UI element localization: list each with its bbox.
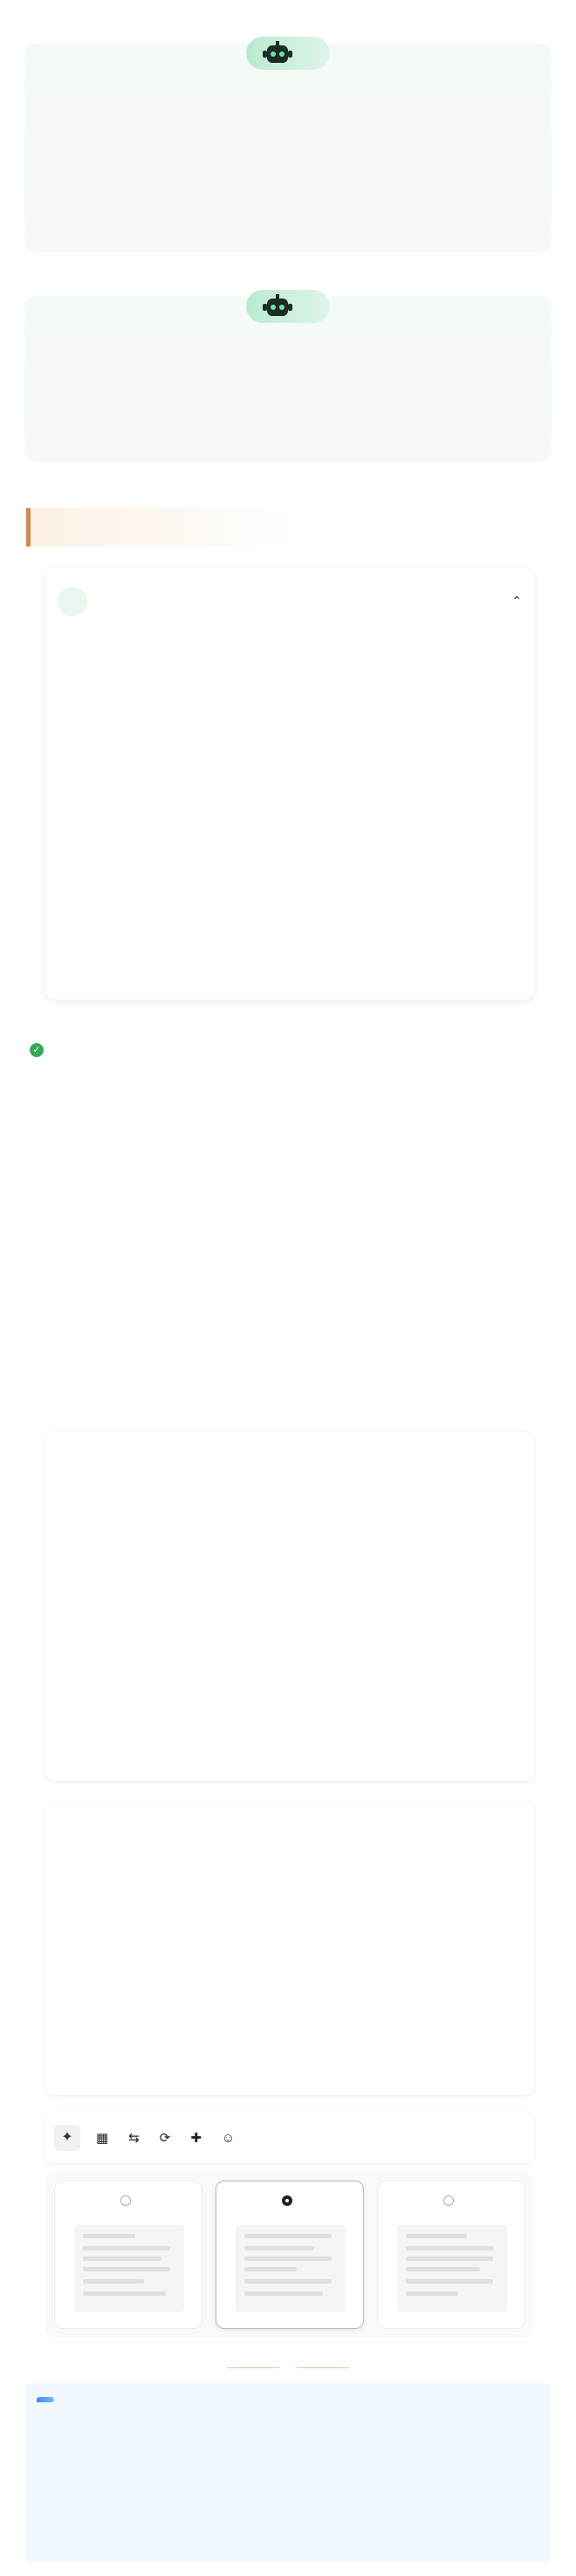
prompt-card: [26, 44, 550, 249]
intro-badge: [37, 2397, 54, 2402]
layout-option-text[interactable]: [216, 2181, 364, 2329]
radio-icon: [120, 2195, 131, 2206]
layout-options: [45, 2172, 534, 2338]
title-icon: ⟳: [159, 2131, 171, 2146]
layout-preview: [74, 2225, 184, 2312]
analysis-box: [45, 1075, 534, 1412]
images-panel: [45, 1803, 534, 2095]
layout-option-story[interactable]: [377, 2181, 525, 2329]
process-panel: [45, 567, 534, 999]
radio-selected-icon: [282, 2195, 292, 2206]
magic-wand-icon[interactable]: ✦: [54, 2125, 80, 2151]
radio-icon: [443, 2195, 454, 2206]
tool-retitle[interactable]: [160, 2130, 175, 2146]
chevron-up-icon[interactable]: ⌃: [511, 594, 522, 608]
tool-relayout[interactable]: [96, 2130, 113, 2146]
layout-option-library[interactable]: [54, 2181, 202, 2329]
theme-card: [26, 297, 550, 458]
intro-box: [26, 2383, 550, 2562]
section-title: [26, 508, 314, 546]
tool-podcast[interactable]: [190, 2130, 206, 2146]
check-icon: ✓: [30, 1043, 44, 1057]
layout-preview: [397, 2225, 507, 2312]
footer-tag: [0, 2361, 576, 2373]
layout-preview: [236, 2225, 346, 2312]
podcast-icon: ✚: [190, 2131, 202, 2146]
tool-bar: [45, 2112, 534, 2163]
avatar-icon: ☺: [221, 2130, 236, 2146]
sources-panel: [45, 1432, 534, 1781]
step-counter: [58, 587, 87, 616]
tool-restyle[interactable]: [128, 2130, 144, 2146]
theme-card-header: [246, 290, 330, 323]
prompt-card-header: [246, 37, 330, 70]
style-icon: ⇆: [128, 2131, 140, 2146]
layout-icon: ▦: [96, 2131, 109, 2146]
robot-icon: [262, 293, 293, 319]
robot-icon: [262, 40, 293, 66]
analysis-title: [30, 1043, 51, 1057]
tool-avatar[interactable]: [222, 2131, 239, 2146]
